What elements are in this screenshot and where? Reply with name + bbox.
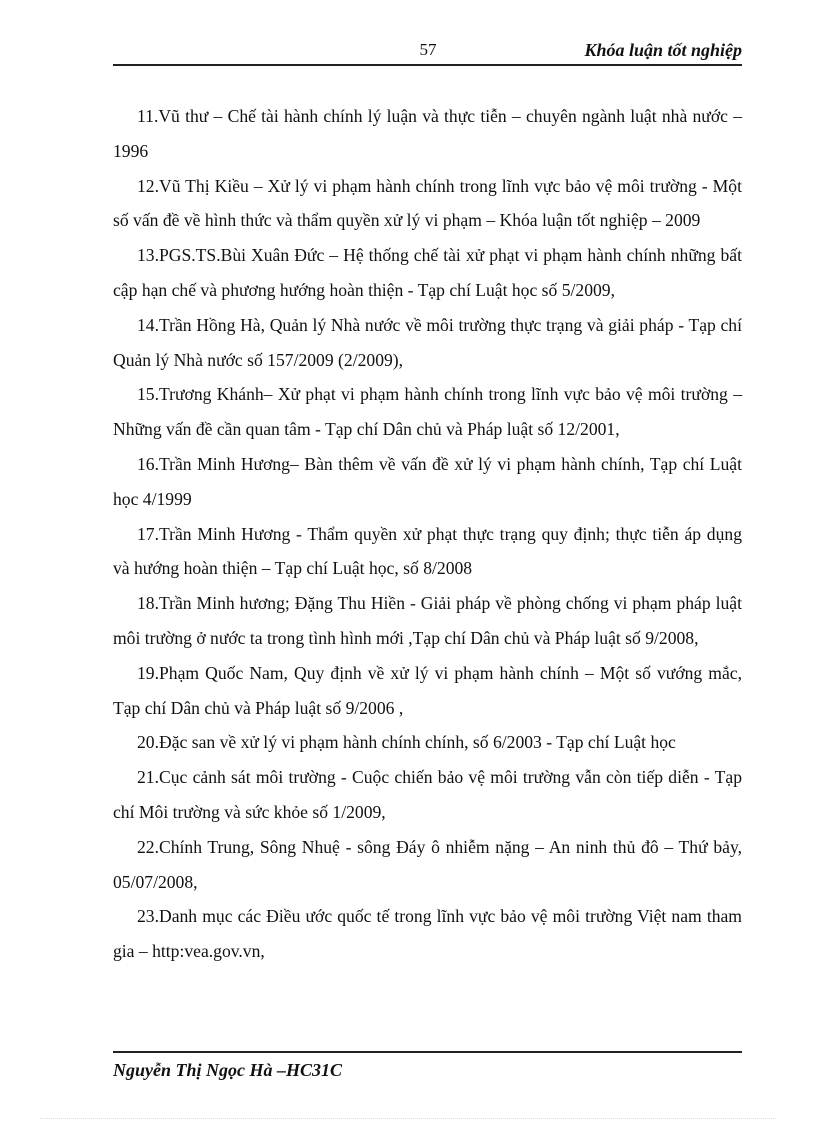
reference-number: 13. xyxy=(137,245,159,266)
reference-number: 21. xyxy=(137,767,159,788)
author-name: Nguyễn Thị Ngọc Hà –HC31C xyxy=(113,1060,343,1080)
reference-text: PGS.TS.Bùi Xuân Đức – Hệ thống chế tài xử phạt vi phạm hành chính những bất cập hạn chế và phương hướng hoàn thiện - Tạp chí Luật học số 5/2009, xyxy=(113,245,742,300)
reference-text: Vũ Thị Kiều – Xử lý vi phạm hành chính trong lĩnh vực bảo vệ môi trường - Một số vấn đề về hình thức và thẩm quyền xử lý vi phạm – Khóa luận tốt nghiệp – 2009 xyxy=(113,175,742,231)
reference-number: 12. xyxy=(137,175,159,196)
reference-number: 22. xyxy=(137,836,159,857)
reference-item xyxy=(113,169,742,239)
reference-number: 15. xyxy=(137,384,159,405)
reference-number: 11. xyxy=(137,106,159,126)
reference-number: 20. xyxy=(137,732,159,753)
reference-item xyxy=(113,377,742,447)
reference-item xyxy=(113,308,742,378)
footer-rule xyxy=(113,1051,742,1053)
reference-item xyxy=(113,899,742,969)
reference-item xyxy=(113,830,742,900)
reference-number: 23. xyxy=(137,906,159,927)
reference-number: 18. xyxy=(137,593,159,614)
header-rule xyxy=(113,64,742,66)
reference-number: 14. xyxy=(137,314,159,335)
reference-text: Chính Trung, Sông Nhuệ - sông Đáy ô nhiễm nặng – An ninh thủ đô – Thứ bảy, 05/07/2008, xyxy=(113,836,742,892)
reference-text: Vũ thư – Chế tài hành chính lý luận và thực tiễn – chuyên ngành luật nhà nước –1996 xyxy=(113,106,742,161)
page-edge-dots xyxy=(40,1118,776,1120)
reference-item xyxy=(113,656,742,726)
reference-item xyxy=(113,760,742,830)
reference-number: 17. xyxy=(137,523,159,544)
page-number: 57 xyxy=(419,40,437,59)
reference-item xyxy=(113,99,742,169)
reference-text: Trần Minh Hương– Bàn thêm về vấn đề xử lý vi phạm hành chính, Tạp chí Luật học 4/1999 xyxy=(113,453,742,509)
reference-text: Danh mục các Điều ước quốc tế trong lĩnh vực bảo vệ môi trường Việt nam tham gia – http:vea.gov.vn, xyxy=(113,906,742,962)
reference-item xyxy=(113,517,742,587)
document-title: Khóa luận tốt nghiệp xyxy=(584,40,742,60)
reference-number: 19. xyxy=(137,662,159,683)
reference-text: Trương Khánh– Xử phạt vi phạm hành chính trong lĩnh vực bảo vệ môi trường – Những vấn đề cần quan tâm - Tạp chí Dân chủ và Pháp luật số 12/2001, xyxy=(113,384,742,440)
reference-text: Trần Minh Hương - Thẩm quyền xử phạt thực trạng quy định; thực tiễn áp dụng và hướng hoàn thiện – Tạp chí Luật học, số 8/2008 xyxy=(113,523,742,579)
reference-text: Cục cảnh sát môi trường - Cuộc chiến bảo vệ môi trường vẫn còn tiếp diễn - Tạp chí Môi trường và sức khỏe số 1/2009, xyxy=(113,767,742,822)
reference-item xyxy=(113,447,742,517)
reference-item xyxy=(113,725,742,760)
reference-item xyxy=(113,238,742,308)
reference-list xyxy=(113,99,742,969)
reference-number: 16. xyxy=(137,453,159,474)
reference-item xyxy=(113,586,742,656)
reference-text: Đặc san về xử lý vi phạm hành chính chính, số 6/2003 - Tạp chí Luật học xyxy=(159,732,676,753)
reference-text: Phạm Quốc Nam, Quy định về xử lý vi phạm hành chính – Một số vướng mắc, Tạp chí Dân chủ và Pháp luật số 9/2006 , xyxy=(113,662,742,718)
reference-text: Trần Minh hương; Đặng Thu Hiền - Giải pháp về phòng chống vi phạm pháp luật môi trường ở nước ta trong tình hình mới ,Tạp chí Dân chủ và Pháp luật số 9/2008, xyxy=(113,593,742,648)
reference-text: Trần Hồng Hà, Quản lý Nhà nước về môi trường thực trạng và giải pháp - Tạp chí Quản lý Nhà nước số 157/2009 (2/2009), xyxy=(113,314,742,370)
